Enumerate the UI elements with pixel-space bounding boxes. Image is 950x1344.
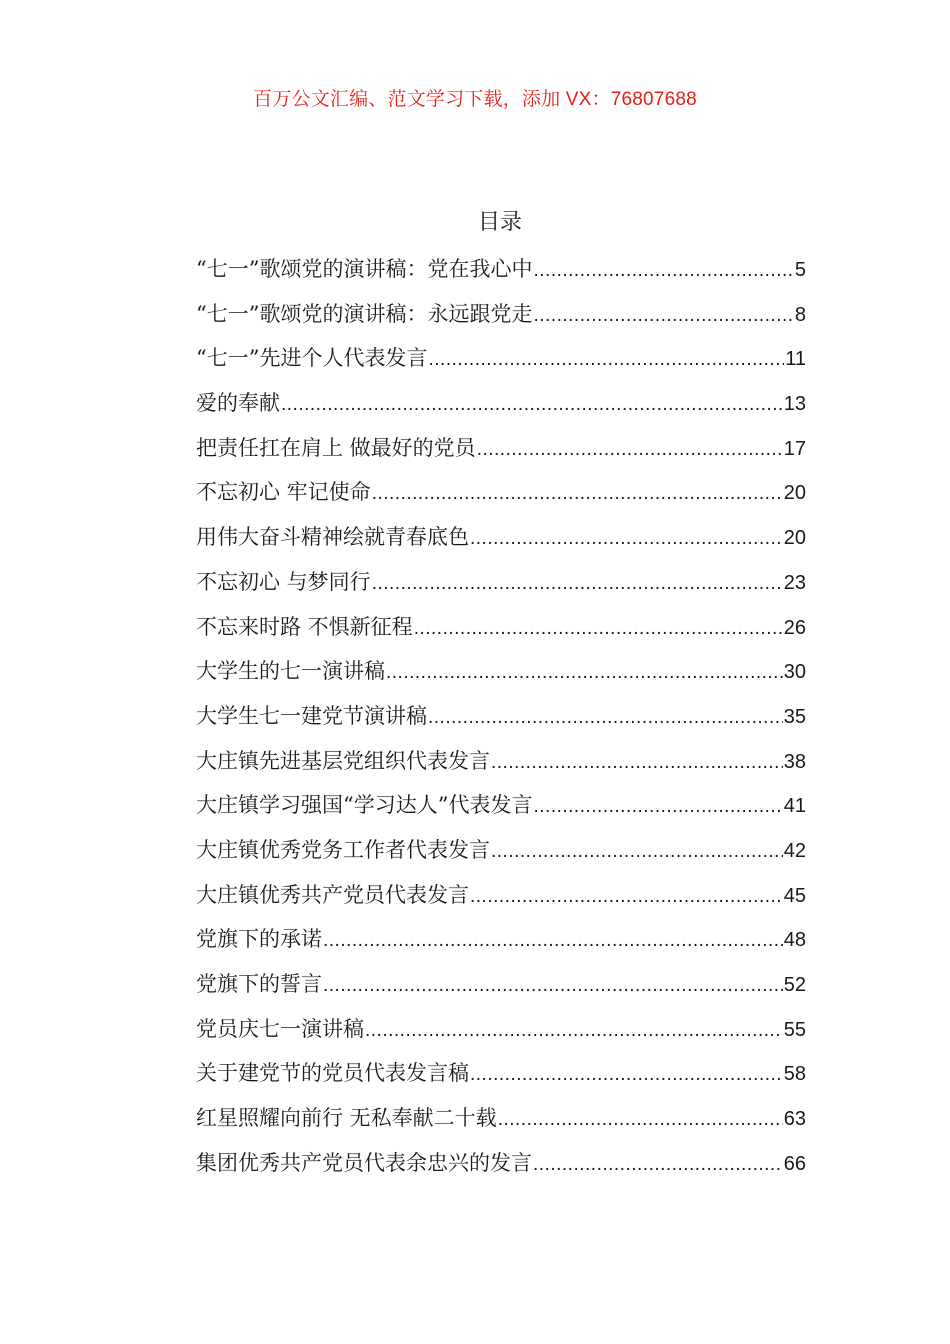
toc-entry-page: 5	[794, 259, 806, 281]
toc-entry[interactable]	[196, 430, 806, 475]
toc-entry[interactable]	[196, 1011, 806, 1056]
toc-entry-page: 66	[783, 1152, 806, 1175]
toc-entry[interactable]	[196, 474, 806, 519]
toc-entry-title: 不忘来时路 不惧新征程	[196, 614, 413, 639]
toc-entry-title: “七一”歌颂党的演讲稿：党在我心中	[196, 257, 533, 281]
toc-entry[interactable]	[196, 296, 806, 341]
toc-leader-dots	[428, 342, 784, 378]
toc-entry[interactable]	[196, 1145, 806, 1190]
toc-entry-page: 35	[783, 705, 806, 728]
toc-leader-dots	[533, 789, 782, 825]
toc-entry-title: 党旗下的承诺	[196, 927, 322, 952]
toc-title: 目录	[477, 210, 522, 235]
toc-entry[interactable]	[196, 743, 806, 788]
toc-entry-page: 20	[783, 527, 806, 550]
toc-entry-page: 17	[783, 437, 806, 460]
toc-entry-page: 13	[783, 393, 806, 416]
toc-entry-title: 大庄镇优秀党务工作者代表发言	[196, 837, 490, 862]
toc-entry-page: 8	[794, 303, 806, 326]
toc-entry[interactable]	[196, 340, 806, 385]
toc-leader-dots	[533, 1147, 783, 1183]
toc-entry[interactable]	[196, 653, 806, 698]
toc-entry-title: 爱的奉献	[196, 391, 280, 416]
toc-entry-page: 26	[783, 616, 806, 639]
toc-entry-title: 集团优秀共产党员代表余忠兴的发言	[196, 1150, 532, 1175]
toc-entry-title: 大学生的七一演讲稿	[196, 659, 385, 684]
toc-entry[interactable]	[196, 921, 806, 966]
header-banner: 百万公文汇编、范文学习下载，添加 VX：76807688	[253, 89, 697, 110]
toc-entry[interactable]	[196, 1100, 806, 1145]
toc-entry-page: 45	[783, 884, 806, 907]
toc-entry-page: 52	[783, 974, 806, 996]
toc-entry-page: 58	[783, 1063, 806, 1086]
toc-leader-dots	[323, 968, 783, 1004]
toc-entry-title: 党员庆七一演讲稿	[196, 1016, 364, 1041]
toc-entry-page: 30	[783, 661, 806, 684]
toc-entry[interactable]	[196, 519, 806, 564]
toc-entry-title: 把责任扛在肩上 做最好的党员	[196, 435, 476, 460]
toc-leader-dots	[491, 745, 783, 781]
toc-entry-page: 11	[785, 348, 806, 371]
toc-entry-title: 党旗下的誓言	[196, 972, 322, 996]
toc-entry-page: 38	[783, 750, 806, 773]
toc-entry-page: 63	[783, 1108, 806, 1131]
toc-leader-dots	[281, 387, 783, 423]
toc-leader-dots	[372, 476, 783, 512]
toc-entry-title: “七一”歌颂党的演讲稿：永远跟党走	[196, 301, 533, 326]
toc-entry[interactable]	[196, 609, 806, 654]
toc-leader-dots	[386, 655, 783, 691]
toc-entry-page: 42	[783, 839, 806, 862]
toc-entry-page: 55	[783, 1018, 806, 1041]
toc-entry-title: 不忘初心 牢记使命	[196, 480, 371, 505]
toc-entry-title: 红星照耀向前行 无私奉献二十载	[196, 1106, 497, 1131]
toc-leader-dots	[477, 432, 783, 468]
toc-entry-title: 大学生七一建党节演讲稿	[196, 703, 427, 728]
toc-entry[interactable]	[196, 787, 806, 832]
toc-entry-title: 用伟大奋斗精神绘就青春底色	[196, 525, 469, 550]
toc-entry[interactable]	[196, 966, 806, 1011]
toc-leader-dots	[491, 834, 783, 870]
toc-entry[interactable]	[196, 832, 806, 877]
toc-entry[interactable]	[196, 251, 806, 296]
toc-entry[interactable]	[196, 564, 806, 609]
toc-entry-title: 不忘初心 与梦同行	[196, 569, 371, 594]
toc-entry-title: 大庄镇学习强国“学习达人”代表发言	[196, 793, 533, 818]
toc-entry-title: “七一”先进个人代表发言	[196, 346, 428, 371]
toc-entry[interactable]	[196, 877, 806, 922]
toc-entry[interactable]	[196, 698, 806, 743]
toc-entry-title: 关于建党节的党员代表发言稿	[196, 1061, 469, 1086]
toc-entry-title: 大庄镇先进基层党组织代表发言	[196, 748, 490, 773]
toc-leader-dots	[365, 1013, 783, 1049]
toc-entry-page: 23	[783, 571, 806, 594]
toc-entry-page: 20	[783, 482, 806, 505]
toc-leader-dots	[414, 611, 783, 647]
toc-entry-title: 大庄镇优秀共产党员代表发言	[196, 882, 469, 907]
toc-entry-page: 41	[783, 795, 806, 818]
toc-entry[interactable]	[196, 1055, 806, 1100]
toc-leader-dots	[498, 1102, 783, 1138]
toc-leader-dots	[533, 298, 793, 334]
toc-leader-dots	[323, 923, 783, 959]
toc-leader-dots	[470, 1057, 783, 1093]
toc-leader-dots	[372, 566, 783, 602]
toc-leader-dots	[428, 700, 783, 736]
toc-leader-dots	[533, 253, 793, 289]
toc-entry-page: 48	[783, 929, 806, 952]
toc-entry[interactable]	[196, 385, 806, 430]
toc-leader-dots	[470, 521, 783, 557]
toc-leader-dots	[470, 879, 783, 915]
table-of-contents	[196, 251, 806, 1189]
